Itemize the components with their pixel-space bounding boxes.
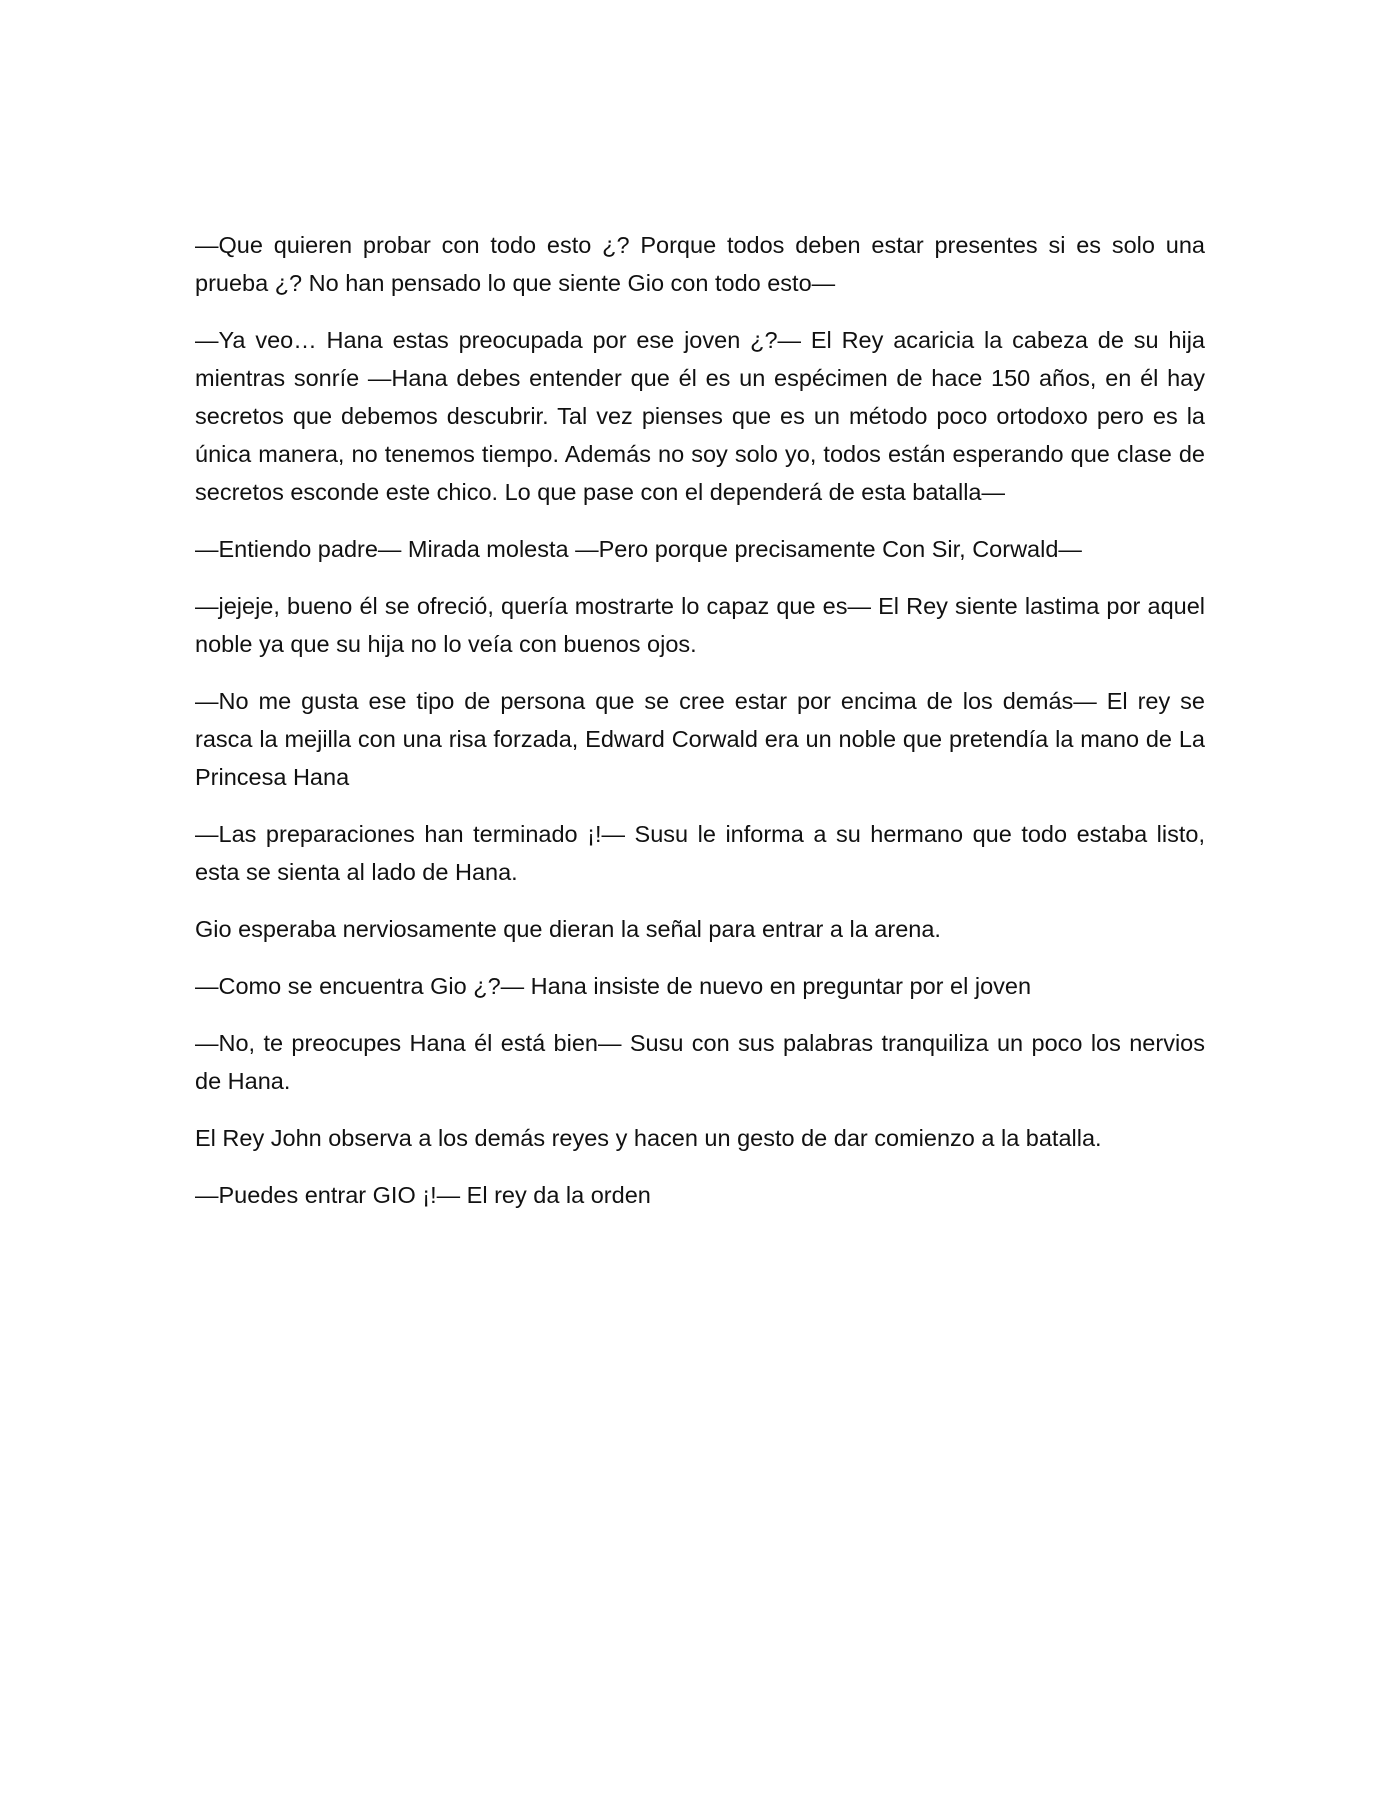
paragraph-6: —Las preparaciones han terminado ¡!— Susu le informa a su hermano que todo estaba listo, esta se sienta al lado de Hana.	[195, 821, 1205, 885]
document-body	[195, 226, 1205, 1233]
paragraph-7: Gio esperaba nerviosamente que dieran la señal para entrar a la arena.	[195, 916, 941, 942]
paragraph-2: —Ya veo… Hana estas preocupada por ese joven ¿?— El Rey acaricia la cabeza de su hija mientras sonríe —Hana debes entender que él es un espécimen de hace 150 años, en él hay secretos que debemos descubrir. Tal vez pienses que es un método poco ortodoxo pero es la única manera, no tenemos tiempo. Además no soy solo yo, todos están esperando que clase de secretos esconde este chico. Lo que pase con el dependerá de esta batalla—	[195, 327, 1205, 505]
paragraph-1: —Que quieren probar con todo esto ¿? Porque todos deben estar presentes si es solo una prueba ¿? No han pensado lo que siente Gio con todo esto—	[195, 232, 1205, 296]
paragraph-5: —No me gusta ese tipo de persona que se cree estar por encima de los demás— El rey se rasca la mejilla con una risa forzada, Edward Corwald era un noble que pretendía la mano de La Princesa Hana	[195, 688, 1205, 790]
paragraph-4: —jejeje, bueno él se ofreció, quería mostrarte lo capaz que es— El Rey siente lastima por aquel noble ya que su hija no lo veía con buenos ojos.	[195, 593, 1205, 657]
paragraph-3: —Entiendo padre— Mirada molesta —Pero porque precisamente Con Sir, Corwald—	[195, 536, 1082, 562]
paragraph-11: —Puedes entrar GIO ¡!— El rey da la orden	[195, 1182, 651, 1208]
paragraph-9: —No, te preocupes Hana él está bien— Susu con sus palabras tranquiliza un poco los nervios de Hana.	[195, 1030, 1205, 1094]
paragraph-8: —Como se encuentra Gio ¿?— Hana insiste de nuevo en preguntar por el joven	[195, 973, 1032, 999]
paragraph-10: El Rey John observa a los demás reyes y hacen un gesto de dar comienzo a la batalla.	[195, 1125, 1102, 1151]
